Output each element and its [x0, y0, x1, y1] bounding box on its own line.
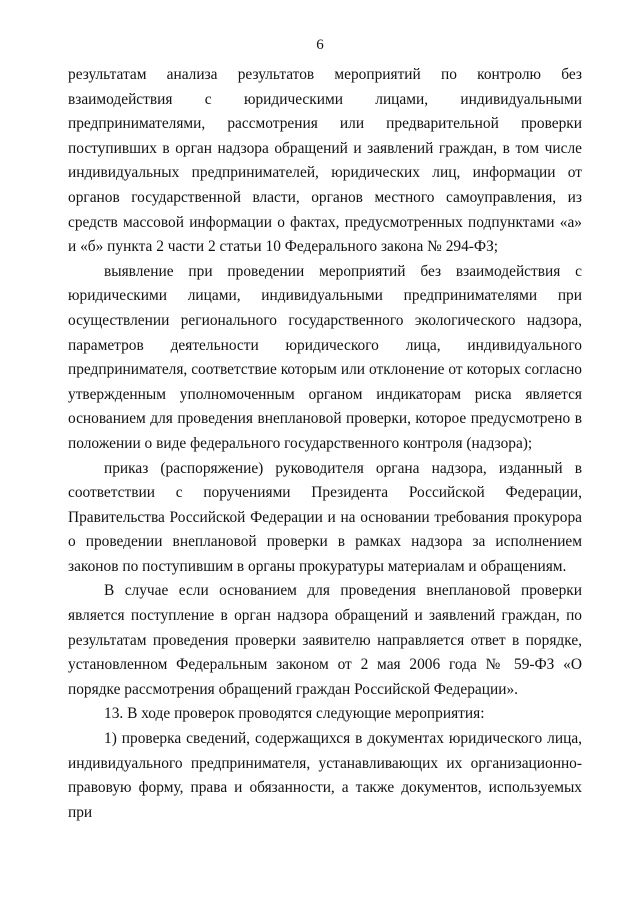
paragraph-5-section-13: 13. В ходе проверок проводятся следующие мероприятия:: [104, 705, 485, 723]
paragraph-1-continuation: результатам анализа результатов мероприятий по контролю без взаимодействия с юридическими лицами, индивидуальными предпринимателями, рассмотрения или предварительной проверки поступивших в орган надзора обращений и заявлений граждан, в том числе индивидуальных предпринимателей, юридических лиц, информации от органов государственной власти, органов местного самоуправления, из средств массовой информации о фактах, предусмотренных подпунктами «а» и «б» пункта 2 части 2 статьи 10 Федерального закона № 294-ФЗ;: [68, 66, 582, 256]
document-body: [68, 63, 582, 825]
paragraph-4: В случае если основанием для проведения внеплановой проверки является поступление в орган надзора обращений и заявлений граждан, по результатам проведения проверки заявителю направляется ответ в порядке, установленном Федеральным законом от 2 мая 2006 года № 59-ФЗ «О порядке рассмотрения обращений граждан Российской Федерации».: [68, 582, 582, 698]
paragraph-6-item-1: 1) проверка сведений, содержащихся в документах юридического лица, индивидуального предпринимателя, устанавливающих их организационно-правовую форму, права и обязанности, а также документов, используемых при: [68, 730, 582, 821]
paragraph-2: выявление при проведении мероприятий без взаимодействия с юридическими лицами, индивидуальными предпринимателями при осуществлении регионального государственного экологического надзора, параметров деятельности юридического лица, индивидуального предпринимателя, соответствие которым или отклонение от которых согласно утвержденным уполномоченным органом индикаторам риска является основанием для проведения внеплановой проверки, которое предусмотрено в положении о виде федерального государственного контроля (надзора);: [68, 262, 582, 452]
page-number: 6: [316, 37, 324, 53]
paragraph-3: приказ (распоряжение) руководителя органа надзора, изданный в соответствии с поручениями Президента Российской Федерации, Правительства Российской Федерации и на основании требования прокурора о проведении внеплановой проверки в рамках надзора за исполнением законов по поступившим в органы прокуратуры материалам и обращениям.: [68, 459, 582, 575]
